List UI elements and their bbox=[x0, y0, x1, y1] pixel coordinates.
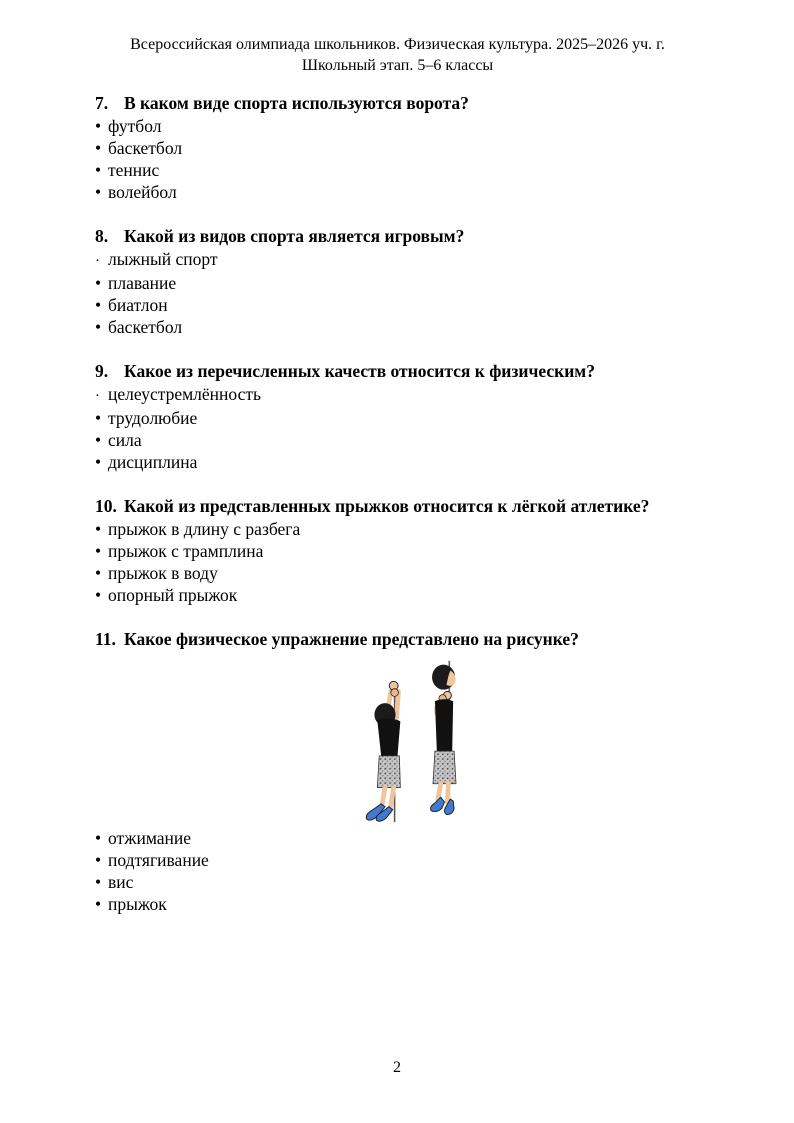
answer-option bbox=[95, 451, 700, 473]
bullet-marker: • bbox=[95, 828, 102, 848]
bullet-marker: • bbox=[95, 430, 102, 450]
answer-option bbox=[95, 137, 700, 159]
question-number: 11. bbox=[95, 629, 116, 649]
answer-option-label: трудолюбие bbox=[108, 408, 198, 428]
right-child-pullup bbox=[431, 665, 456, 815]
answer-option bbox=[95, 316, 700, 338]
answer-option bbox=[95, 562, 700, 584]
bullet-marker: • bbox=[95, 295, 102, 315]
answer-option-label: дисциплина bbox=[108, 452, 198, 472]
answer-option bbox=[95, 871, 700, 893]
answer-option-label: плавание bbox=[108, 273, 177, 293]
bullet-marker: • bbox=[95, 408, 102, 428]
page-number: 2 bbox=[393, 1059, 401, 1076]
answer-option-label: баскетбол bbox=[108, 138, 183, 158]
bullet-marker: · bbox=[95, 253, 100, 269]
answer-option bbox=[95, 115, 700, 137]
bullet-marker: • bbox=[95, 541, 102, 561]
question-heading bbox=[95, 360, 700, 383]
question-title: В каком виде спорта используются ворота? bbox=[124, 93, 469, 113]
pullup-hang-figure-svg bbox=[338, 657, 480, 825]
bullet-marker: • bbox=[95, 273, 102, 293]
question-number: 10. bbox=[95, 496, 117, 516]
answer-option bbox=[95, 272, 700, 294]
answer-option-label: лыжный спорт bbox=[108, 249, 218, 269]
bullet-marker: • bbox=[95, 894, 102, 914]
bullet-marker: • bbox=[95, 452, 102, 472]
question-title: Какой из представленных прыжков относится к лёгкой атлетике? bbox=[124, 496, 650, 516]
answer-option bbox=[95, 849, 700, 871]
bullet-marker: • bbox=[95, 585, 102, 605]
answer-option bbox=[95, 429, 700, 451]
answer-option-label: подтягивание bbox=[108, 850, 209, 870]
answer-option-label: волейбол bbox=[108, 182, 177, 202]
answer-option bbox=[95, 518, 700, 540]
question-title: Какой из видов спорта является игровым? bbox=[124, 226, 465, 246]
question-heading bbox=[95, 92, 700, 115]
bullet-marker: • bbox=[95, 116, 102, 136]
answer-option bbox=[95, 540, 700, 562]
answer-option-label: прыжок в воду bbox=[108, 563, 218, 583]
answer-option bbox=[95, 159, 700, 181]
answer-option-label: теннис bbox=[108, 160, 160, 180]
answer-option-label: вис bbox=[108, 872, 134, 892]
answer-option-label: прыжок в длину с разбега bbox=[108, 519, 301, 539]
answer-option-label: футбол bbox=[108, 116, 162, 136]
answer-option-label: отжимание bbox=[108, 828, 192, 848]
question-title: Какое из перечисленных качеств относится к физическим? bbox=[124, 361, 595, 381]
answer-option bbox=[95, 584, 700, 606]
bullet-marker: • bbox=[95, 519, 102, 539]
answer-option-label: целеустремлённость bbox=[108, 384, 261, 404]
answer-option bbox=[95, 294, 700, 316]
bullet-marker: • bbox=[95, 872, 102, 892]
header-line-1: Всероссийская олимпиада школьников. Физическая культура. 2025–2026 уч. г. bbox=[130, 36, 665, 53]
question-title: Какое физическое упражнение представлено на рисунке? bbox=[124, 629, 579, 649]
answer-option bbox=[95, 248, 700, 272]
bullet-marker: • bbox=[95, 317, 102, 337]
answer-option bbox=[95, 407, 700, 429]
question-number: 8. bbox=[95, 226, 109, 246]
bullet-marker: • bbox=[95, 182, 102, 202]
document-header bbox=[95, 34, 700, 76]
bullet-marker: • bbox=[95, 160, 102, 180]
question-8 bbox=[95, 225, 700, 338]
question-10 bbox=[95, 495, 700, 606]
question-number: 9. bbox=[95, 361, 109, 381]
bullet-marker: • bbox=[95, 563, 102, 583]
question-heading bbox=[95, 628, 700, 651]
bullet-marker: · bbox=[95, 388, 100, 404]
answer-option-label: сила bbox=[108, 430, 142, 450]
question-heading bbox=[95, 495, 700, 518]
bullet-marker: • bbox=[95, 138, 102, 158]
question-number: 7. bbox=[95, 93, 109, 113]
bullet-marker: • bbox=[95, 850, 102, 870]
answer-option bbox=[95, 181, 700, 203]
answer-option-label: прыжок bbox=[108, 894, 167, 914]
answer-option-label: баскетбол bbox=[108, 317, 183, 337]
answer-option-label: прыжок с трамплина bbox=[108, 541, 264, 561]
answer-option bbox=[95, 383, 700, 407]
question-heading bbox=[95, 225, 700, 248]
question-7 bbox=[95, 92, 700, 203]
answer-option bbox=[95, 893, 700, 915]
answer-option-label: биатлон bbox=[108, 295, 168, 315]
question-9 bbox=[95, 360, 700, 473]
question-11 bbox=[95, 628, 700, 915]
exercise-illustration bbox=[338, 657, 480, 825]
answer-option bbox=[95, 827, 700, 849]
header-line-2: Школьный этап. 5–6 классы bbox=[301, 57, 494, 74]
answer-option-label: опорный прыжок bbox=[108, 585, 238, 605]
